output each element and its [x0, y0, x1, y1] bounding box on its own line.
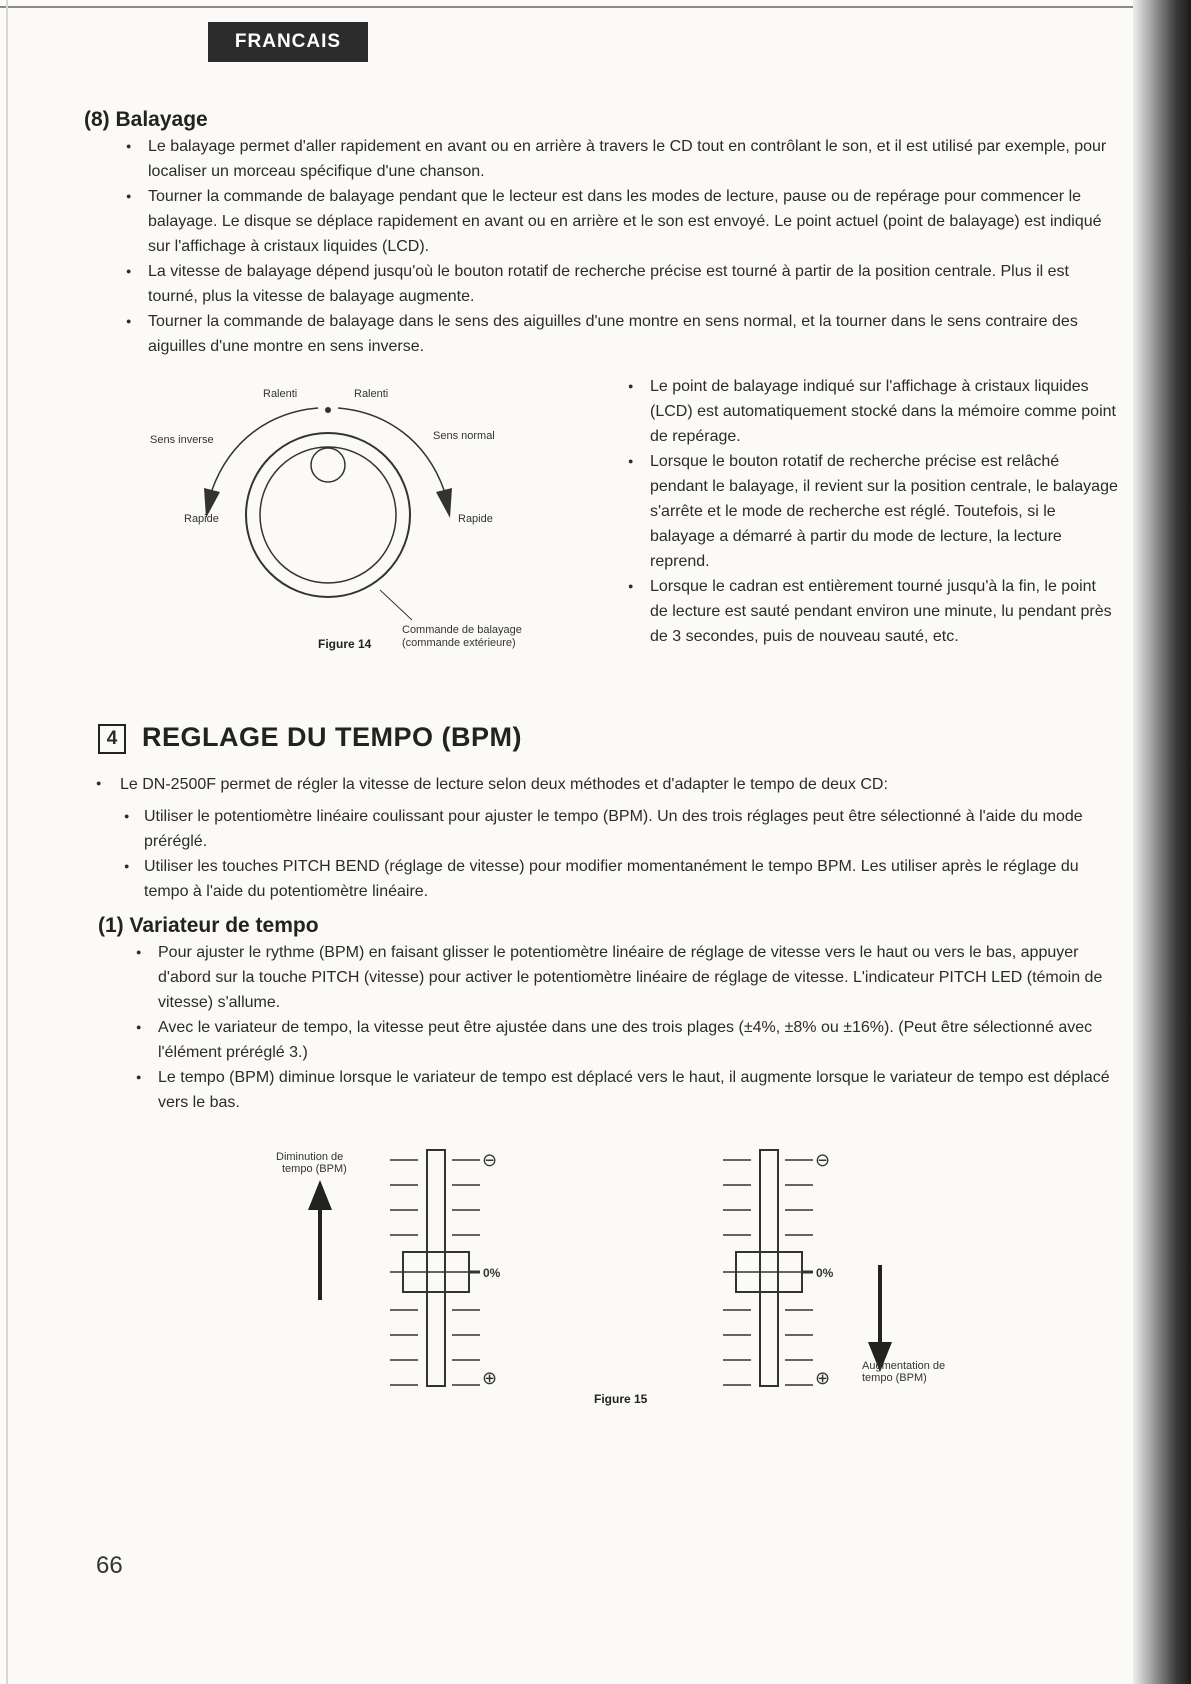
slider-right [723, 1150, 945, 1388]
page-binding-shadow [1133, 0, 1191, 1684]
plus-icon: ⊕ [482, 1368, 498, 1388]
variateur-bullets [132, 940, 1122, 1115]
slider-track [760, 1150, 778, 1386]
list-item: ● Lorsque le cadran est entièrement tourné jusqu'à la fin, le point de lecture est sauté pendant environ une minute, lu pendant près de 3 secondes, puis de nouveau sauté, etc. [624, 574, 1118, 649]
tempo-intro: ● Le DN-2500F permet de régler la vitesse de lecture selon deux méthodes et d'adapter le tempo de deux CD: [96, 776, 1120, 794]
label-diminution-line1: Diminution de [276, 1151, 344, 1163]
balayage-right-bullets [624, 374, 1118, 649]
figure-14-caption: Figure 14 [318, 637, 372, 651]
leader-line [380, 590, 412, 620]
left-edge [6, 0, 8, 1684]
list-item: ● Tourner la commande de balayage dans le sens des aiguilles d'une montre en sens normal, et la tourner dans le sens contraire des aiguilles d'une montre en sens inverse. [122, 309, 1116, 359]
arrow-counterclockwise [212, 408, 318, 490]
page-number: 66 [96, 1552, 123, 1579]
list-item: ● Avec le variateur de tempo, la vitesse peut être ajustée dans une des trois plages (±4%, ±8% ou ±16%). (Peut être sélectionné avec l'élément préréglé 3.) [132, 1015, 1122, 1065]
zero-label: 0% [816, 1266, 834, 1280]
jog-center-knob [311, 448, 345, 482]
arrow-clockwise [338, 408, 444, 490]
up-arrow-icon [308, 1180, 332, 1210]
label-augmentation-line2: tempo (BPM) [862, 1372, 927, 1384]
list-item: ● Le balayage permet d'aller rapidement en avant ou en arrière à travers le CD tout en contrôlant le son, et il est utilisé par exemple, pour localiser un morceau spécifique d'une chanson. [122, 134, 1116, 184]
list-item: ● Lorsque le bouton rotatif de recherche précise est relâché pendant le balayage, il revient sur la position centrale, le balayage s'arrête et le mode de recherche est réglé. Toutefois, si le balayage a démarré à partir du mode de lecture, la lecture reprend. [624, 449, 1118, 574]
balayage-bullets [122, 134, 1116, 359]
list-item: ● La vitesse de balayage dépend jusqu'où le bouton rotatif de recherche précise est tourné à partir de la position centrale. Plus il est tourné, plus la vitesse de balayage augmente. [122, 259, 1116, 309]
label-commande-line2: (commande extérieure) [402, 637, 516, 649]
section-heading-variateur: (1) Variateur de tempo [98, 914, 319, 937]
label-ralenti-right: Ralenti [354, 388, 389, 400]
section-number-box: 4 [98, 724, 126, 754]
jog-outer-ring [246, 433, 410, 597]
arrow-head-right [436, 488, 452, 518]
label-sens-inverse: Sens inverse [150, 434, 214, 446]
slider-track [427, 1150, 445, 1386]
list-item: ● Le point de balayage indiqué sur l'affichage à cristaux liquides (LCD) est automatiquement stocké dans la mémoire comme point de repérage. [624, 374, 1118, 449]
jog-inner-ring [260, 447, 396, 583]
tempo-sub-bullets [108, 804, 1118, 904]
language-tab: FRANCAIS [208, 22, 368, 62]
zero-label: 0% [483, 1266, 501, 1280]
minus-icon: ⊖ [482, 1150, 498, 1170]
plus-icon: ⊕ [815, 1368, 831, 1388]
list-item: ● Pour ajuster le rythme (BPM) en faisant glisser le potentiomètre linéaire de réglage de vitesse vers le haut ou vers le bas, appuyer d'abord sur la touche PITCH (vitesse) pour activer le potentiomètre linéaire de réglage de vitesse. L'indicateur PITCH LED (témoin de vitesse) s'allume. [132, 940, 1122, 1015]
slider-left [276, 1150, 501, 1388]
list-item: ● Tourner la commande de balayage pendant que le lecteur est dans les modes de lecture, pause ou de repérage pour commencer le balayage. Le disque se déplace rapidement en avant ou en arrière et le son est envoyé. Le point actuel (point de balayage) est indiqué sur l'affichage à cristaux liquides (LCD). [122, 184, 1116, 259]
list-item: ● Utiliser les touches PITCH BEND (réglage de vitesse) pour modifier momentanément le tempo BPM. Les utiliser après le réglage du tempo à l'aide du potentiomètre linéaire. [108, 854, 1118, 904]
figure-14-jog-dial [140, 370, 600, 660]
label-augmentation-line1: Augmentation de [862, 1360, 946, 1372]
top-rule [0, 6, 1150, 8]
label-sens-normal: Sens normal [433, 430, 495, 442]
jog-top-dot [325, 407, 331, 413]
figure-15-caption: Figure 15 [594, 1392, 648, 1406]
label-diminution-line2: tempo (BPM) [282, 1163, 347, 1175]
minus-icon: ⊖ [815, 1150, 831, 1170]
section-heading-balayage: (8) Balayage [84, 108, 208, 131]
label-commande-line1: Commande de balayage [402, 624, 522, 636]
section-heading-tempo: REGLAGE DU TEMPO (BPM) [142, 722, 522, 752]
label-rapide-right: Rapide [458, 513, 493, 525]
label-ralenti-left: Ralenti [263, 388, 298, 400]
label-rapide-left: Rapide [184, 513, 219, 525]
list-item: ● Le tempo (BPM) diminue lorsque le variateur de tempo est déplacé vers le haut, il augmente lorsque le variateur de tempo est déplacé vers le bas. [132, 1065, 1122, 1115]
figure-15-pitch-sliders [270, 1140, 970, 1400]
list-item: ● Utiliser le potentiomètre linéaire coulissant pour ajuster le tempo (BPM). Un des trois réglages peut être sélectionné à l'aide du mode préréglé. [108, 804, 1118, 854]
